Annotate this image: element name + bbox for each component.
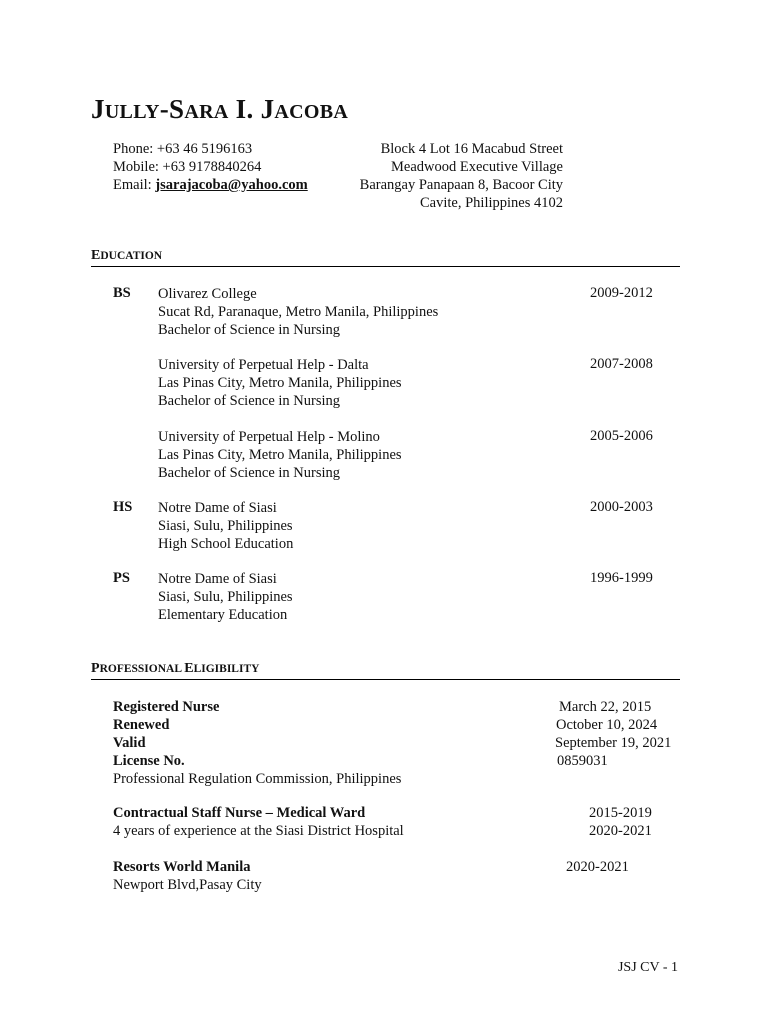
- license-values: [555, 698, 671, 770]
- experience-years: [566, 858, 629, 876]
- email-label: Email:: [113, 177, 156, 193]
- contact-block: [113, 140, 308, 194]
- address-line: Barangay Panapaan 8, Bacoor City: [359, 177, 563, 193]
- address-line: Block 4 Lot 16 Macabud Street: [380, 141, 563, 157]
- education-years: 2007-2008: [590, 356, 653, 372]
- school-name: Olivarez College: [158, 286, 257, 302]
- school-location: Las Pinas City, Metro Manila, Philippines: [158, 375, 402, 391]
- education-entry: [113, 356, 673, 416]
- page-footer: JSJ CV - 1: [617, 960, 678, 975]
- school-name: University of Perpetual Help - Molino: [158, 429, 380, 445]
- valid-date: September 19, 2021: [555, 735, 672, 751]
- degree: High School Education: [158, 536, 294, 552]
- email-link[interactable]: jsarajacoba@yahoo.com: [155, 177, 308, 193]
- experience-years-line: 2020-2021: [589, 823, 652, 839]
- valid-label: Valid: [113, 735, 146, 751]
- experience-title: Contractual Staff Nurse – Medical Ward: [113, 805, 366, 821]
- address-block: [360, 140, 563, 212]
- degree: Bachelor of Science in Nursing: [158, 322, 341, 338]
- email-line: [113, 176, 308, 194]
- address-line: Meadwood Executive Village: [390, 159, 563, 175]
- experience-years-line: 2015-2019: [589, 805, 652, 821]
- eligibility-heading: PROFESSIONAL ELIGIBILITY: [91, 661, 260, 676]
- license-labels: [113, 698, 401, 788]
- education-level: HS: [113, 499, 133, 515]
- degree: Bachelor of Science in Nursing: [158, 465, 341, 481]
- school-name: Notre Dame of Siasi: [158, 571, 277, 587]
- education-entry: [113, 428, 673, 488]
- degree: Elementary Education: [158, 607, 288, 623]
- education-entry: [113, 570, 673, 630]
- education-entry: [113, 285, 673, 345]
- license-issuer: Professional Regulation Commission, Philippines: [113, 771, 402, 787]
- renewed-date: October 10, 2024: [556, 717, 658, 733]
- school-location: Siasi, Sulu, Philippines: [158, 589, 293, 605]
- experience-entry: [113, 804, 404, 840]
- experience-title: Resorts World Manila: [113, 859, 251, 875]
- experience-detail: 4 years of experience at the Siasi District Hospital: [113, 823, 404, 839]
- renewed-label: Renewed: [113, 717, 170, 733]
- registered-label: Registered Nurse: [113, 699, 220, 715]
- education-years: 1996-1999: [590, 570, 653, 586]
- education-entry: [113, 499, 673, 559]
- education-level: BS: [113, 285, 131, 301]
- school-name: Notre Dame of Siasi: [158, 500, 277, 516]
- experience-years: [589, 804, 652, 840]
- experience-detail: Newport Blvd,Pasay City: [113, 877, 262, 893]
- education-years: 2000-2003: [590, 499, 653, 515]
- applicant-name: JULLY-SARA I. JACOBA: [91, 94, 349, 124]
- education-years: 2005-2006: [590, 428, 653, 444]
- license-label: License No.: [113, 753, 185, 769]
- school-name: University of Perpetual Help - Dalta: [158, 357, 369, 373]
- school-location: Sucat Rd, Paranaque, Metro Manila, Philippines: [158, 304, 439, 320]
- address-line: Cavite, Philippines 4102: [420, 195, 563, 211]
- phone-line: Phone: +63 46 5196163: [113, 141, 253, 157]
- experience-entry: [113, 858, 262, 894]
- experience-years-line: 2020-2021: [566, 859, 629, 875]
- license-number: 0859031: [557, 753, 608, 769]
- education-divider: [91, 266, 680, 267]
- education-heading: EDUCATION: [91, 248, 163, 263]
- registered-date: March 22, 2015: [559, 699, 652, 715]
- eligibility-divider: [91, 679, 680, 680]
- degree: Bachelor of Science in Nursing: [158, 393, 341, 409]
- school-location: Siasi, Sulu, Philippines: [158, 518, 293, 534]
- education-years: 2009-2012: [590, 285, 653, 301]
- school-location: Las Pinas City, Metro Manila, Philippines: [158, 447, 402, 463]
- mobile-line: Mobile: +63 9178840264: [113, 159, 262, 175]
- education-level: PS: [113, 570, 130, 586]
